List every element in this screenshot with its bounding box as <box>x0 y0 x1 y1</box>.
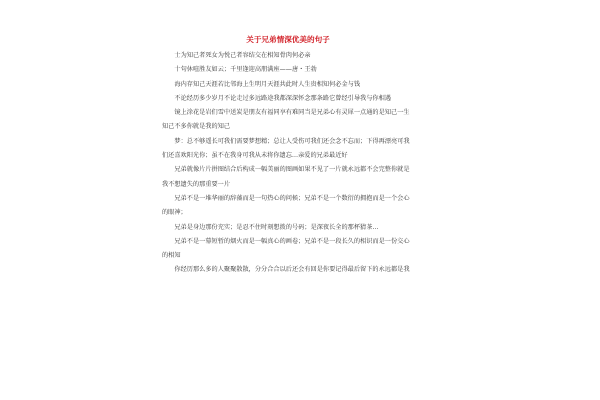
paragraph: 十句休喧胜友如云；千里逢迎高朋满座——唐・王勃 <box>174 66 317 74</box>
paragraph: 海内存知己天涯若比邻海上生明月天涯共此时人生贵相知何必金与钱 <box>174 80 361 88</box>
paragraph: 士为知己者死女为悦己者容结交在相知骨肉何必亲 <box>174 52 311 59</box>
paragraph: 兄弟不是一堆华丽的辞藻而是一句热心的问候；兄弟不是一个数衍的拥抱而是一个会心的眼神； <box>162 194 410 217</box>
paragraph: 兄弟就像片片拼图结合后构成一幅美丽的图画如果不见了一片就永远都不会完整你就是我不想遗失的那重要一片 <box>162 166 410 188</box>
paragraph: 梦：总不够遥长可我们需要梦想精；总让人受伤可我们还会念不忘而；下得再漂亮可我们还喜欢阳光你；虽不在我身可我从未将你遗忘…亲爱的兄弟最近好 <box>162 137 410 160</box>
paragraph: 不论经历多少岁月不论走过多远路途我都深深怀念那条路它曾经引导我与你相遇 <box>174 94 391 102</box>
paragraph: 你经历那么多的人聚聚散散，分分合合以后还会有回是你要记得最后留下的永远都是我 <box>174 266 410 274</box>
paragraph: 兄弟是身边那份充实；是忍不住时刻想拨的号码；是深夜长全的那杯猜茶… <box>174 223 379 231</box>
document-page <box>162 34 414 278</box>
document-title: 关于兄弟情深优美的句子 <box>246 35 330 44</box>
paragraph: 兄弟不是一幕短暂的烟火而是一幅真心的画卷；兄弟不是一段长久的相识而是一份交心的相知 <box>162 237 410 260</box>
paragraph: 镜上涂花是岩们雪中送炭是朋友有福同享有难同当是兄弟心有灵犀一点通的是知己一生知己不多你就是我的知己 <box>162 109 410 131</box>
